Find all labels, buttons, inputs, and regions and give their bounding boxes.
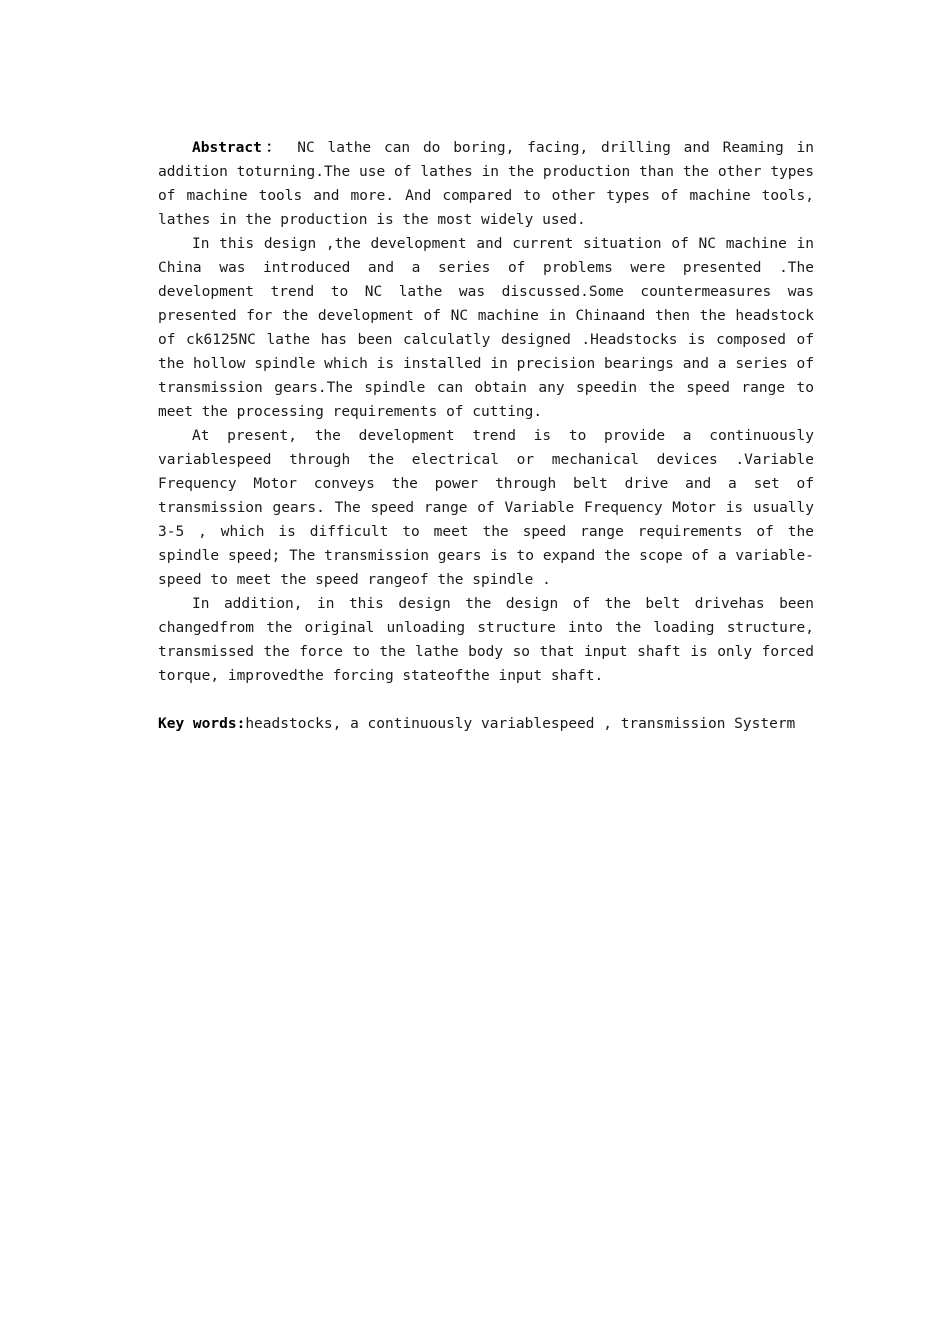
abstract-paragraph-3: At present, the development trend is to provide a continuously variablespeed through the electrical or mechanical devices .Variable Frequency Motor conveys the power through belt drive and a set of transmission gears. The speed range of Variable Frequency Motor is usually 3-5 , which is difficult to meet the speed range requirements of the spindle speed; The transmission gears is to expand the scope of a variable-speed to meet the speed rangeof the spindle . <box>158 428 814 588</box>
abstract-label: Abstract： <box>192 140 285 156</box>
abstract-paragraph-1-text: NC lathe can do boring, facing, drilling and Reaming in addition toturning.The use of lathes in the production than the other types of machine tools and more. And compared to other types of machine tools, lathes in the production is the most widely used. <box>158 140 814 228</box>
document-page <box>158 136 814 736</box>
keywords-text: headstocks, a continuously variablespeed , transmission Systerm <box>245 716 796 732</box>
abstract-paragraph-4: In addition, in this design the design of the belt drivehas been changedfrom the original unloading structure into the loading structure, transmissed the force to the lathe body so that input shaft is only forced torque, improvedthe forcing stateofthe input shaft. <box>158 596 814 684</box>
keywords-label: Key words: <box>158 716 246 732</box>
abstract-paragraph-2: In this design ,the development and current situation of NC machine in China was introduced and a series of problems were presented .The development trend to NC lathe was discussed.Some countermeasures was presented for the development of NC machine in Chinaand then the headstock of ck6125NC lathe has been calculatly designed .Headstocks is composed of the hollow spindle which is installed in precision bearings and a series of transmission gears.The spindle can obtain any speedin the speed range to meet the processing requirements of cutting. <box>158 236 814 420</box>
abstract-paragraph-1 <box>158 136 814 232</box>
keywords-line <box>158 712 814 736</box>
